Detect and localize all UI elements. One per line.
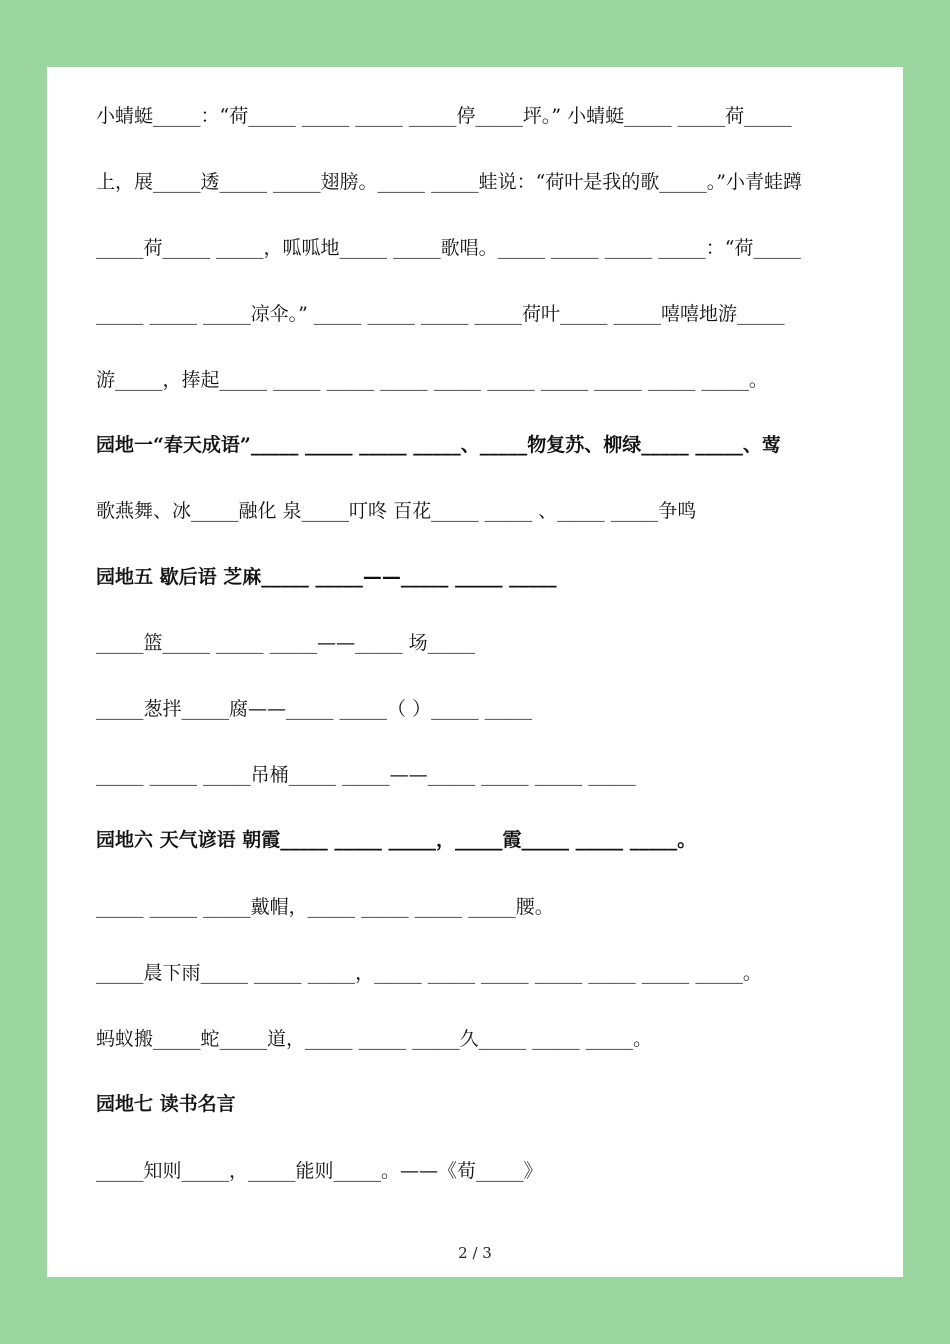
text-line: _____ _____ _____戴帽，_____ _____ _____ _____腰。 [96,896,554,918]
text-line: _____ _____ _____吊桶_____ _____——_____ _____ _____ _____ [96,764,636,786]
section-line-yuandi-1: 园地一“春天成语”_____ _____ _____ _____、_____物复苏、柳绿_____ _____、莺 [96,434,781,456]
text-line: _____ _____ _____凉伞。” _____ _____ _____ _____荷叶_____ _____嘻嘻地游_____ [96,303,785,325]
text-line: _____知则_____，_____能则_____。——《荀_____》 [96,1160,543,1182]
text-line: _____晨下雨_____ _____ _____，_____ _____ _____ _____ _____ _____ _____。 [96,962,762,984]
section-line-yuandi-6: 园地六 天气谚语 朝霞_____ _____ _____，_____霞_____ _____ _____。 [96,829,697,851]
text-line: _____篮_____ _____ _____——_____ 场_____ [96,632,476,654]
worksheet-page [47,67,903,1277]
text-line: 蚂蚁搬_____蛇_____道，_____ _____ _____久_____ _____ _____。 [96,1028,653,1050]
text-line: _____葱拌_____腐——_____ _____（ ）_____ _____ [96,698,533,720]
page-number: 2 / 3 [458,1244,492,1262]
text-line: 上，展_____透_____ _____翅膀。_____ _____蛙说：“荷叶是我的歌_____。”小青蛙蹲 [96,171,803,193]
text-line: 游_____，捧起_____ _____ _____ _____ _____ _____ _____ _____ _____ _____。 [96,369,768,391]
text-line: 歌燕舞、冰_____融化 泉_____叮咚 百花_____ _____ 、_____ _____争鸣 [96,500,697,522]
text-line: 小蜻蜓_____：“荷_____ _____ _____ _____停_____坪。” 小蜻蜓_____ _____荷_____ [96,105,792,127]
text-line: _____荷_____ _____，呱呱地_____ _____歌唱。_____ _____ _____ _____：“荷_____ [96,237,801,259]
section-line-yuandi-5: 园地五 歇后语 芝麻_____ _____——_____ _____ _____ [96,566,557,588]
section-line-yuandi-7: 园地七 读书名言 [96,1093,236,1115]
